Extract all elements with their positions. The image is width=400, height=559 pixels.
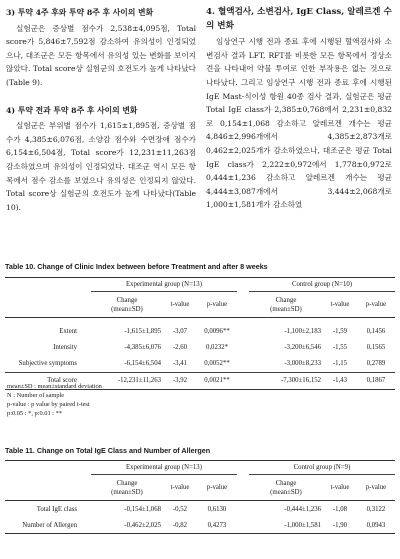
section-3-paragraph: 실험군은 증상별 점수가 2,538±4,095점, Total score가 5,846±7,592점 감소하여 유의성이 인정되었으나, 대조군은 모든 항목에서 유의성 있는 변화를 보이지 않았다. Total score상 실험군의 호전도가 높게 나타났다(Table 9).: [6, 23, 196, 87]
table-11-control-group-header: Control group (N=9): [249, 461, 395, 475]
table-10-t-value-header: t-value: [170, 301, 190, 308]
table-11-caption: Table 11. Change on Total IgE Class and Number of Allergen: [5, 446, 211, 455]
section-3-heading: 3) 투약 4주 후와 투약 8주 후 사이의 변화: [6, 8, 154, 17]
section-4-paragraph: 실험군은 부위별 점수가 1,615±1,895점, 증상별 점수가 4,385±6,076점, 소양감 점수와 수면장애 점수가 6,154±6,504점, Total score가 12,231±11,263점 감소하였으며 유의성이 인정되었다. 대조군 역시 모든 항목에서 점수 감소를 보였으나 유의성은 인정되지 않았다. Total score상 실험군의 호전도가 높게 나타났다(Table 10).: [6, 121, 196, 212]
table-10-footnotes: mean±SD : mean±standard deviation N : Number of sample p-value : p value by paired t-test p:0.05 : *, p:0.01 : **: [7, 383, 102, 417]
lab-tests-paragraph: 임상연구 시행 전과 종료 후에 시행된 혈액검사와 소변검사 결과 LFT, RFT를 비롯한 모든 항목에서 정상소견을 나타내어 약물 투여로 인한 부작용은 없는 것으로 나타났다. 그리고 임상연구 시행 전과 종료 후에 시행된 IgE Mast-식이성 항원 40종 검사 결과, 실험군은 평균 Total IgE class가 2,385±0,768에서 2,231±0,832로 0,154±1,068 감소하고 알레르겐 개수는 평균 4,846±2,996개에서 4,385±2,873개로 0,462±2,025개가 감소하였으나, 대조군은 평균 Total IgE class가 2,222±0,972에서 1,778±0,972로 0,444±1,236 감소하고 알레르겐 개수는 평균 4,444±3,087개에서 3,444±2,068개로 1,000±1,581개가 감소하였: [206, 37, 392, 210]
table-10-change-header-control: Change (mean±SD): [270, 296, 302, 313]
table-row: Intensity -4,385±6,076 -2,60 0,0232* -3,200±6,546 -1,55 0,1565: [53, 344, 386, 351]
table-10-experimental-group-header: Experimental group (N=13): [91, 278, 237, 292]
table-10-p-value-header-control: p-value: [365, 301, 387, 308]
table-11-change-header-control: Change (mean±SD): [270, 479, 302, 496]
table-10-t-value-header-control: t-value: [330, 301, 350, 308]
table-row: Total IgE class -0,154±1,068 -0,52 0,6130 -0,444±1,236 -1,08 0,3122: [36, 505, 386, 513]
table-10-change-header: Change (mean±SD): [111, 296, 143, 313]
table-10-p-value-header: p-value: [206, 301, 228, 308]
table-11-p-value-header-control: p-value: [365, 484, 387, 491]
table-11-t-value-header: t-value: [170, 484, 190, 491]
left-column: [6, 6, 196, 228]
table-10: [5, 277, 395, 390]
table-row: Extent -1,615±1,895 -3,07 0,0096** -1,100±2,183 -1,59 0,1456: [59, 328, 386, 335]
table-total-row: Total score -12,231±11,263 -3,92 0,0021** -7,300±16,152 -1,43 0,1867: [5, 372, 395, 389]
table-10-control-group-header: Control group (N=10): [249, 278, 395, 292]
table-11-t-value-header-control: t-value: [330, 484, 350, 491]
table-row: Subjective symptoms -6,154±6,504 -3,41 0,0052** -3,000±8,233 -1,15 0,2789: [18, 360, 386, 367]
table-11-p-value-header: p-value: [206, 484, 228, 491]
section-4-heading: 4) 투약 전과 투약 8주 후 사이의 변화: [6, 105, 138, 115]
table-10-caption: Table 10. Change of Clinic Index between before Treatment and after 8 weeks: [5, 262, 268, 271]
lab-tests-heading: 4. 혈액검사, 소변검사, IgE Class, 알레르겐 수의 변화: [206, 7, 392, 31]
table-11-change-header: Change (mean±SD): [111, 479, 143, 496]
right-column: [206, 6, 392, 212]
table-row: Number of Allergen -0,462±2,025 -0,82 0,4273 -1,000±1,581 -1,90 0,0943: [5, 517, 395, 534]
table-11: [5, 460, 395, 534]
table-11-experimental-group-header: Experimental group (N=13): [91, 461, 237, 475]
